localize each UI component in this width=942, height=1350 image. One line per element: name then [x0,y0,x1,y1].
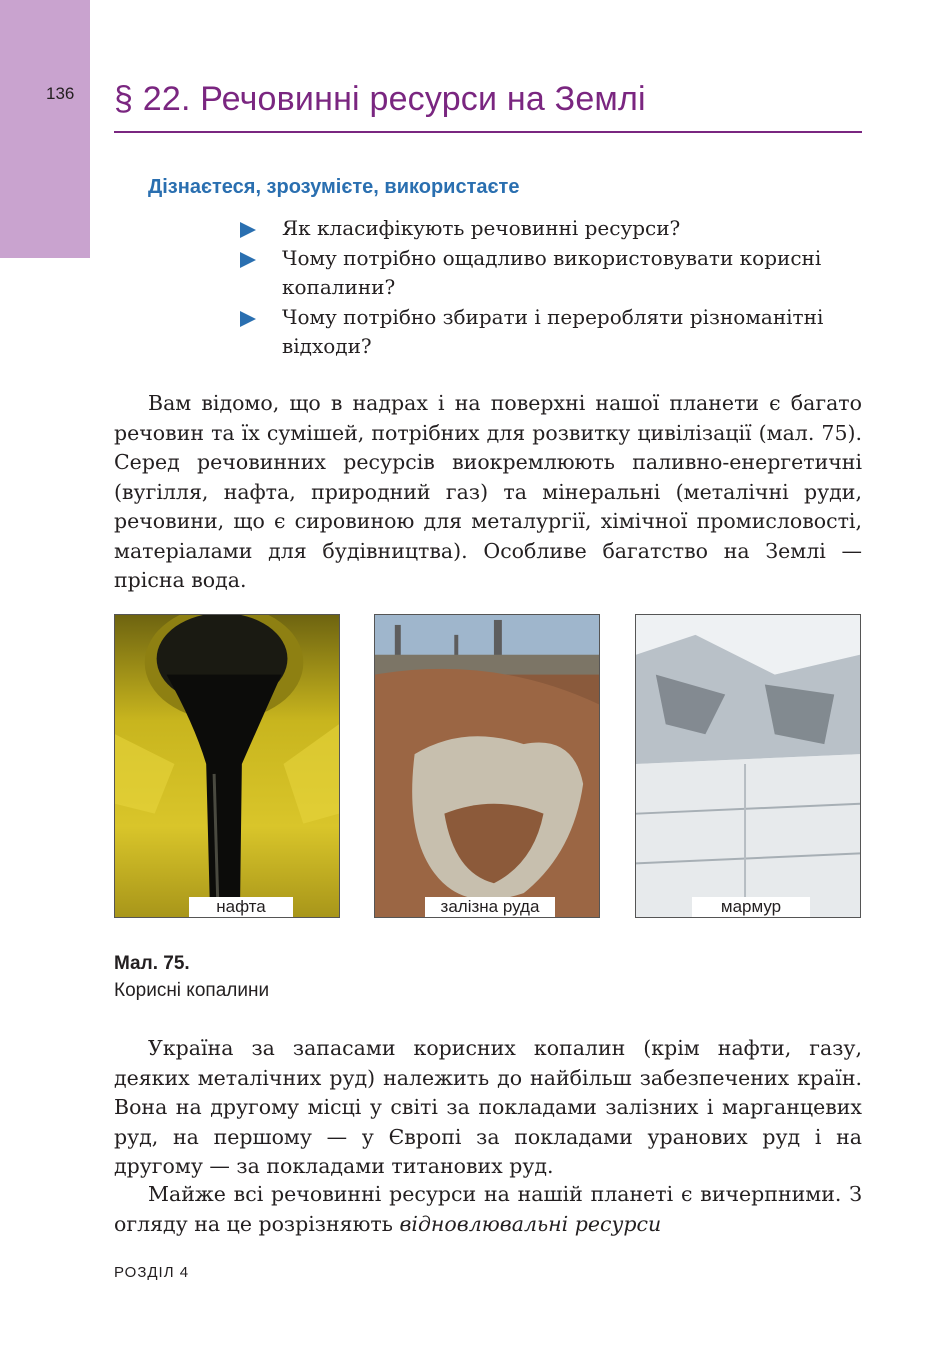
page-number: 136 [46,84,75,103]
page-title: § 22. Речовинні ресурси на Землі [114,80,646,118]
section-footer: РОЗДІЛ 4 [114,1264,190,1281]
paragraph-intro: Вам відомо, що в надрах і на поверхні нашої планети є багато речовин та їх сумішей, потрібних для розвитку цивілізації (мал. 75). Серед речовинних ресурсів виокремлюють паливно-енергетичні (вугілля, нафта, природний газ) та мінеральні (металічні руди, речовини, що є сировиною для металургії, хімічної промисловості, матеріалами для будівництва). Особливе багатство на Землі — прісна вода. [114,391,862,592]
side-tab [0,0,90,258]
triangle-bullet-icon [240,222,256,238]
paragraph-ukraine: Україна за запасами корисних копалин (крім нафти, газу, деяких металічних руд) належить до найбільш забезпечених країн. Вона на другому місці у світі за покладами залізних і марганцевих руд, на першому — у Європі за покладами уранових руд і на другому — за покладами титанових руд. [114,1036,862,1178]
learn-heading: Дізнаєтеся, зрозумієте, використаєте [148,176,520,198]
title-rule [114,131,862,133]
triangle-bullet-icon [240,311,256,327]
photo-label: залізна руда [425,897,555,917]
question-text: Чому потрібно ощадливо використовувати корисні копалини? [282,245,822,299]
iron-ore-illustration [375,615,599,917]
figure-number: Мал. 75. [114,953,190,974]
oil-photo [114,614,340,918]
question-item [238,214,838,244]
oil-pouring-illustration [115,615,339,917]
photo-label: мармур [692,897,810,917]
paragraph-resources [114,1180,862,1239]
marble-photo [635,614,861,918]
question-item [238,303,838,362]
question-text: Як класифікують речовинні ресурси? [282,216,681,240]
marble-quarry-illustration [636,615,860,917]
question-list [238,214,838,362]
italic-term: відновлювальні ресурси [399,1211,662,1236]
question-item [238,244,838,303]
figure-caption: Корисні копалини [114,980,270,1001]
question-text: Чому потрібно збирати і переробляти різноманітні відходи? [282,304,824,358]
triangle-bullet-icon [240,252,256,268]
photo-label: нафта [189,897,293,917]
iron-ore-photo [374,614,600,918]
paragraph-text: Майже всі речовинні ресурси на нашій планеті є вичерпними. З огляду на це розрізняють [114,1182,862,1236]
